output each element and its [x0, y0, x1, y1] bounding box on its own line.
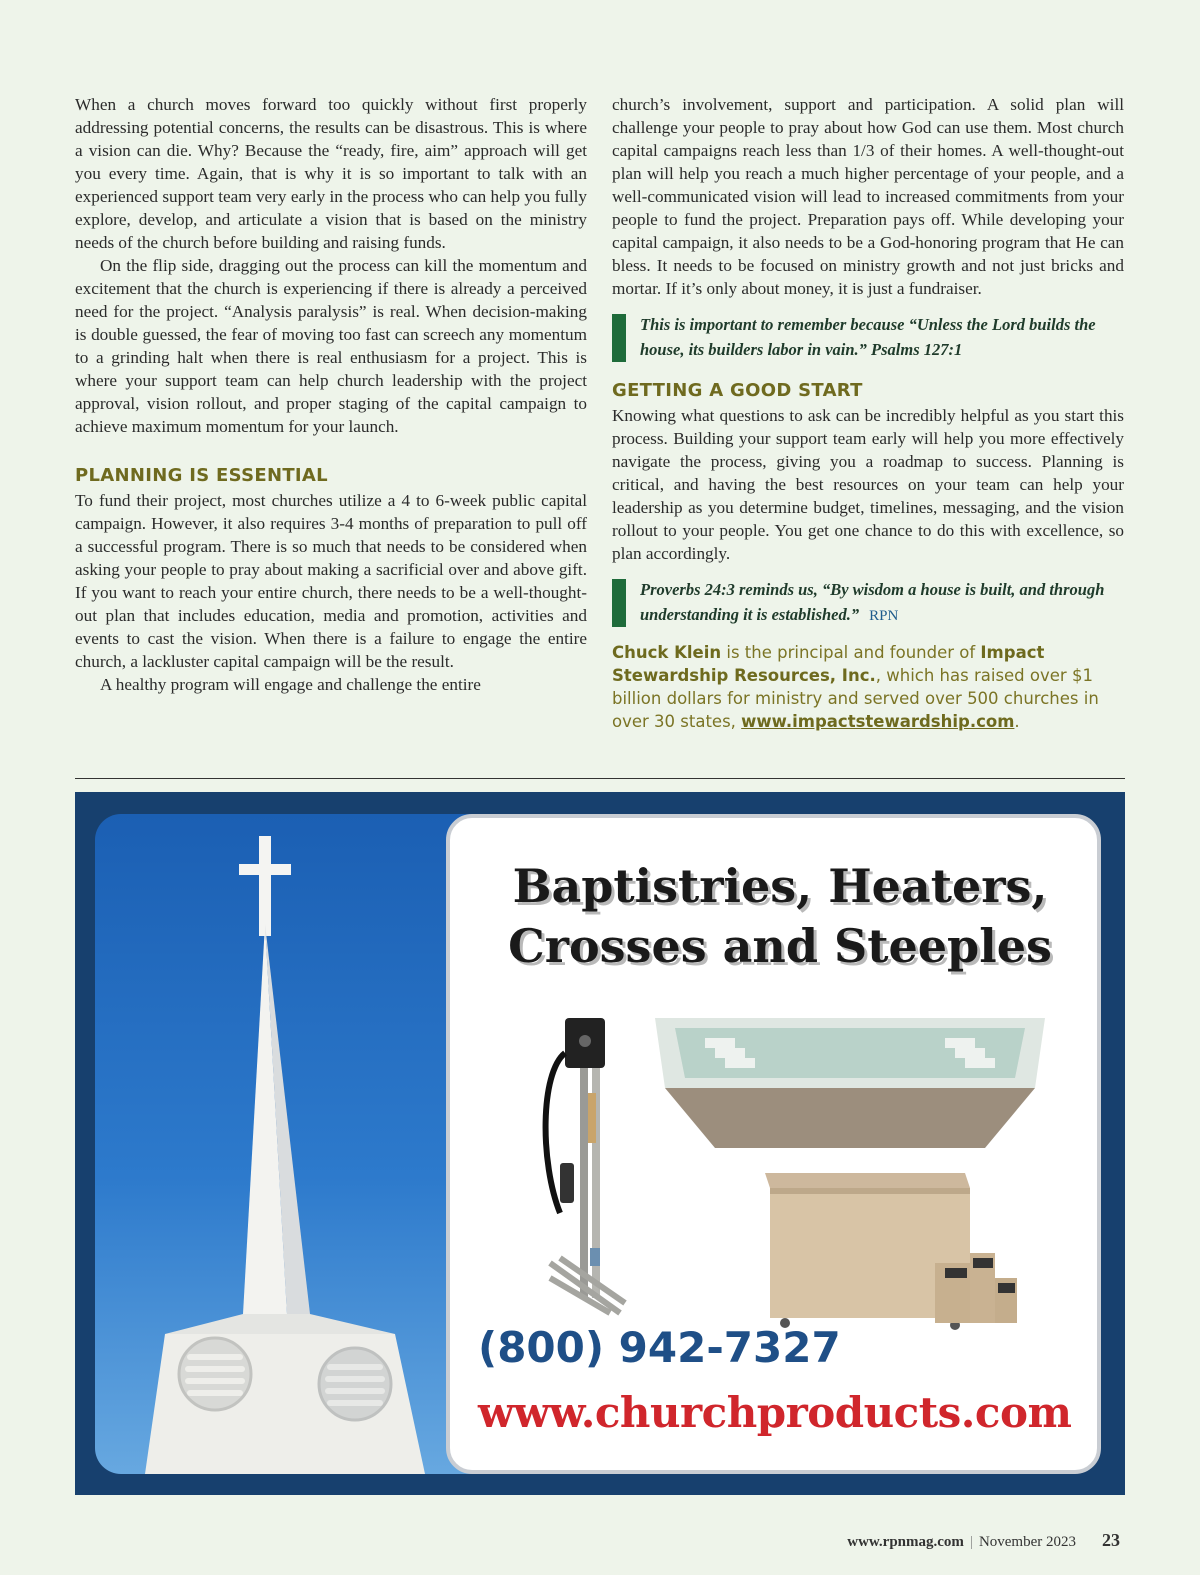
bio-text: is the principal and founder of [721, 643, 981, 662]
pull-quote [612, 577, 1124, 629]
company-name: Impact Stewardship Resources, Inc. [612, 643, 1045, 685]
section-heading-planning: PLANNING IS ESSENTIAL [75, 465, 328, 486]
paragraph: A healthy program will engage and challenge the entire [100, 675, 481, 694]
paragraph: To fund their project, most churches utilize a 4 to 6-week public capital campaign. However, it also requires 3-4 months of preparation to pull off a successful program. There is so much that needs to be considered when asking your people to pray about making a sacrificial over and above gift. If you want to reach your entire church, there needs to be a well-thought-out plan that includes education, media and promotion, activities and events to cast the vision. When there is a failure to engage the entire church, a lackluster capital campaign will be the result. [75, 491, 587, 671]
paragraph: Knowing what questions to ask can be incredibly helpful as you start this process. Building your support team early will help you more effectively navigate the process, giving you a roadmap to success. Planning is critical, and having the best resources on your team can help your leadership as you determine budget, timelines, messaging, and the vision rollout to your people. You get one chance to do this with excellence, so plan accordingly. [612, 406, 1124, 563]
article-column-left [75, 93, 587, 696]
ad-headline-line: Baptistries, Heaters, [512, 859, 1048, 913]
baptistry-heater-icon [530, 1013, 640, 1323]
quote-bar [612, 579, 626, 627]
author-name: Chuck Klein [612, 643, 722, 662]
bio-text: . [1014, 712, 1020, 731]
bio-text: , which has raised over $1 billion dollars for ministry and served over 500 churches in over 30 states, [612, 666, 1099, 731]
ad-website-link[interactable]: www.churchproducts.com [478, 1388, 1072, 1437]
pull-quote [612, 312, 1124, 362]
section-heading-good-start: GETTING A GOOD START [612, 380, 863, 401]
paragraph: On the flip side, dragging out the process can kill the momentum and excitement that the church is experiencing if there is already a perceived need for the project. “Analysis paralysis” is real. When decision-making is double guessed, the fear of moving too fast can screech any momentum to a grinding halt when there is real enthusiasm for a project. This is where your support team can help church leadership with the project approval, vision rollout, and proper staging of the capital campaign to achieve maximum momentum for your launch. [75, 256, 587, 436]
paragraph: When a church moves forward too quickly without first properly addressing potential concerns, the results can be disastrous. This is where a vision can die. Why? Because the “ready, fire, aim” approach will get you every time. Again, that is why it is so important to talk with an experienced support team very early in the process who can help you fully explore, develop, and articulate a vision that is based on the ministry needs of the church before building and raising funds. [75, 95, 587, 252]
ad-panel [446, 814, 1101, 1474]
pull-quote-text: This is important to remember because “Unless the Lord builds the house, its builders labor in vain.” Psalms 127:1 [640, 315, 1096, 359]
ad-phone-number[interactable]: (800) 942-7327 [478, 1323, 841, 1372]
page-footer [0, 1530, 1120, 1551]
paragraph: church’s involvement, support and participation. A solid plan will challenge your people to pray about how God can use them. Most church capital campaigns reach less than 1/3 of their homes. A well-thought-out plan will help you reach a much higher percentage of your people, and a well-communicated vision will lead to increased commitments from your people to fund the project. Preparation pays off. While developing your capital campaign, it also needs to be a God-honoring program that He can bless. It needs to be focused on ministry growth and not just bricks and mortar. If it’s only about money, it is just a fundraiser. [612, 95, 1124, 298]
ad-headline-line: Crosses and Steeples [508, 919, 1052, 973]
author-bio [612, 641, 1124, 733]
portable-baptistry-icon [755, 1163, 1035, 1333]
pull-quote-text: Proverbs 24:3 reminds us, “By wisdom a house is built, and through understanding it is established.” [640, 580, 1105, 624]
footer-site-link[interactable]: www.rpnmag.com [847, 1534, 964, 1550]
page-number: 23 [1102, 1530, 1120, 1550]
ad-headline [500, 856, 1060, 976]
divider [75, 778, 1125, 779]
footer-separator: | [969, 1534, 973, 1550]
author-website-link[interactable]: www.impactstewardship.com [741, 712, 1015, 731]
article-column-right [612, 93, 1124, 733]
steeple-photo [95, 814, 475, 1474]
baptistry-pool-icon [645, 1008, 1055, 1158]
steeple-icon [95, 814, 475, 1474]
quote-bar [612, 314, 626, 362]
footer-date: November 2023 [978, 1534, 1076, 1550]
advertisement [75, 792, 1125, 1495]
rpn-end-mark: RPN [869, 608, 899, 624]
